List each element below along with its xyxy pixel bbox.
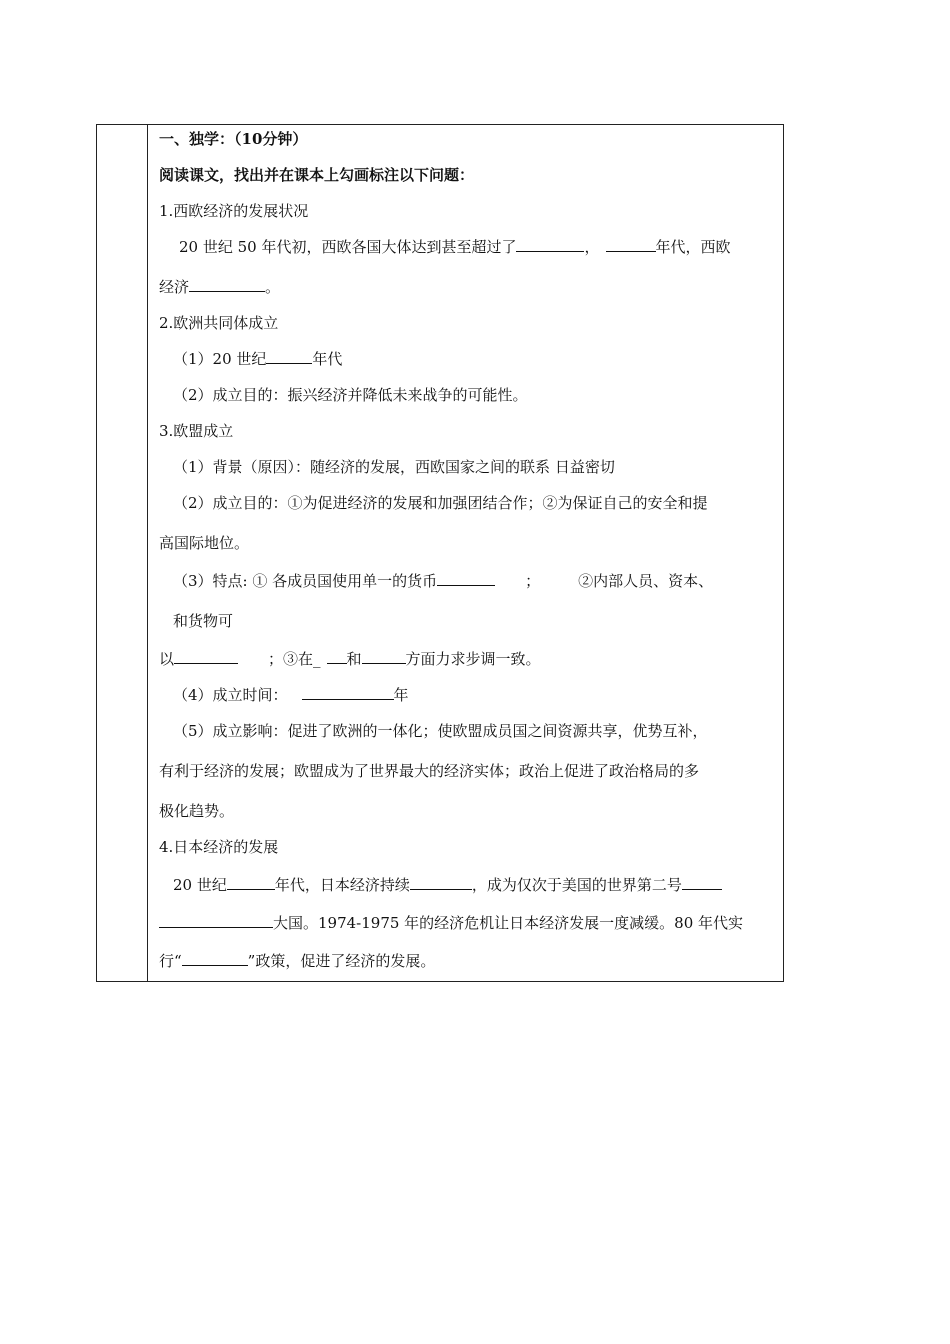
- s3-item2-line1: （2）成立目的：①为促进经济的发展和加强团结合作；②为保证自己的安全和提: [173, 494, 708, 512]
- worksheet-table: [96, 124, 784, 982]
- blank-field: [682, 875, 722, 890]
- blank-field: [410, 875, 472, 890]
- instruction-text: 阅读课文，找出并在课本上勾画标注以下问题：: [159, 166, 475, 184]
- s4-title: 4.日本经济的发展: [159, 838, 279, 856]
- s3-item5-line1: （5）成立影响：促进了欧洲的一体化；使欧盟成员国之间资源共享，优势互补，: [173, 722, 708, 740]
- s1-title: 1.西欧经济的发展状况: [159, 202, 309, 220]
- s3-item3-line1: （3）特点: ① 各成员国使用单一的货币 ； ②内部人员、资本、: [173, 572, 714, 590]
- section-title: 一、独学：（10分钟）: [159, 130, 308, 148]
- blank-field: [182, 951, 248, 966]
- blank-field: [227, 875, 275, 890]
- blank-field: [362, 649, 406, 664]
- blank-field: [159, 913, 273, 928]
- s2-title: 2.欧洲共同体成立: [159, 314, 279, 332]
- blank-field: [606, 237, 656, 252]
- blank-field: [302, 685, 394, 700]
- s3-item4: （4）成立时间： 年: [173, 686, 409, 704]
- s3-item3-line2: 和货物可: [173, 612, 234, 630]
- blank-field: [266, 349, 312, 364]
- s2-item2: （2）成立目的：振兴经济并降低未来战争的可能性。: [173, 386, 528, 404]
- blank-field: [516, 237, 584, 252]
- blank-field: [327, 649, 347, 664]
- blank-field: [174, 649, 238, 664]
- blank-field: [437, 571, 495, 586]
- s4-paragraph-line2: 大国。1974-1975 年的经济危机让日本经济发展一度减缓。80 年代实: [159, 913, 743, 933]
- s4-paragraph-line3: 行“ ”政策，促进了经济的发展。: [159, 952, 436, 970]
- s3-item2-line2: 高国际地位。: [159, 534, 250, 552]
- s3-item5-line3: 极化趋势。: [159, 802, 235, 820]
- s3-item3-line3: 以 ；③在_ 和 方面力求步调一致。: [159, 650, 541, 668]
- blank-field: [189, 277, 265, 292]
- s1-paragraph-line2: 经济 。: [159, 278, 281, 296]
- s1-paragraph-line1: 20 世纪 50 年代初，西欧各国大体达到甚至超过了 ， 年代，西欧: [179, 238, 731, 256]
- s3-item5-line2: 有利于经济的发展；欧盟成为了世界最大的经济实体；政治上促进了政治格局的多: [159, 762, 700, 780]
- s2-item1: （1）20 世纪 年代: [173, 350, 343, 368]
- column-divider: [147, 125, 148, 981]
- s4-paragraph-line1: 20 世纪 年代，日本经济持续 ，成为仅次于美国的世界第二号: [173, 875, 722, 895]
- s3-title: 3.欧盟成立: [159, 422, 234, 440]
- s3-item1: （1）背景（原因）：随经济的发展，西欧国家之间的联系 日益密切: [173, 458, 615, 476]
